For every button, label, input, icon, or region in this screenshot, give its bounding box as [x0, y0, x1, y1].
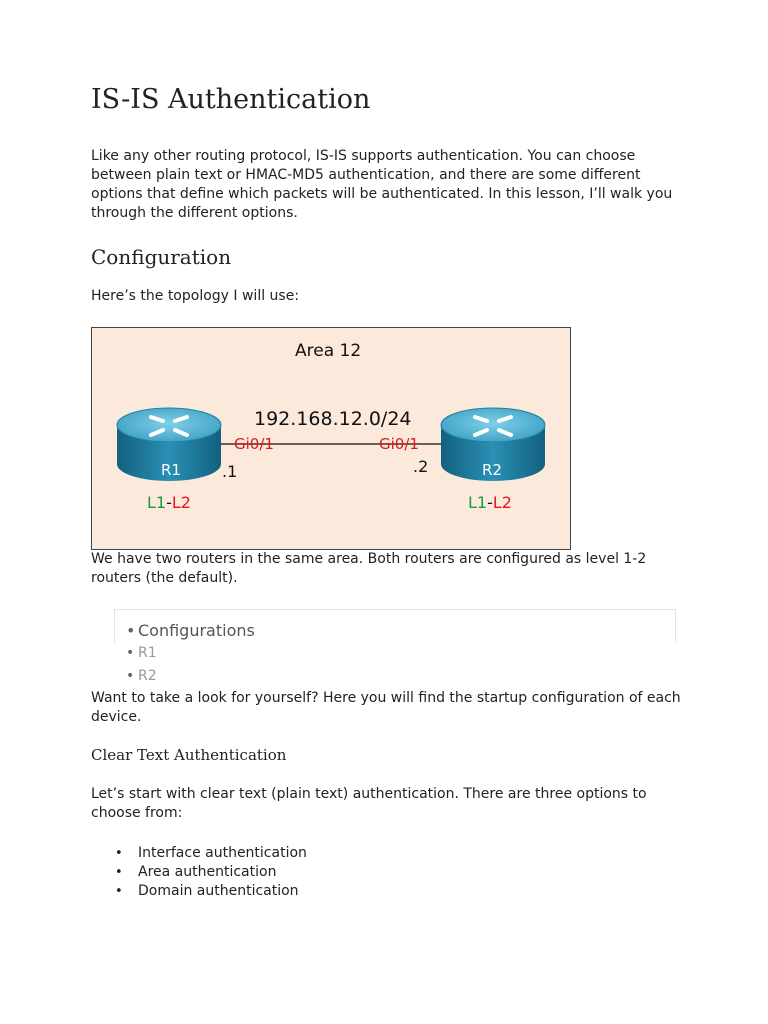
r2-interface: Gi0/1	[379, 435, 419, 453]
area-label: Area 12	[295, 341, 362, 361]
r1-host: .1	[222, 462, 238, 481]
r1-levels: L1-L2	[147, 493, 191, 512]
list-item: • Area authentication	[115, 863, 307, 882]
configurations-tab[interactable]: • Configurations	[126, 620, 255, 642]
configurations-list	[126, 620, 255, 688]
after-topology-paragraph: We have two routers in the same area. Both routers are configured as level 1-2 routers (the default).	[91, 551, 647, 586]
network-label: 192.168.12.0/24	[254, 408, 412, 430]
list-item: • Interface authentication	[115, 844, 307, 863]
r2-levels: L1-L2	[468, 493, 512, 512]
config-r1-link[interactable]: • R1	[126, 642, 255, 665]
configs-paragraph: Want to take a look for yourself? Here you will find the startup configuration of each device.	[91, 690, 681, 725]
options-list	[115, 844, 307, 901]
r2-name: R2	[482, 461, 502, 479]
topology-intro: Here’s the topology I will use:	[91, 288, 300, 304]
r2-host: .2	[413, 457, 429, 476]
configuration-heading: Configuration	[91, 245, 232, 269]
list-item: • Domain authentication	[115, 882, 307, 901]
clear-text-intro: Let’s start with clear text (plain text) authentication. There are three options to choose from:	[91, 786, 647, 821]
topology-diagram	[91, 327, 571, 550]
intro-paragraph: Like any other routing protocol, IS-IS supports authentication. You can choose between plain text or HMAC-MD5 authentication, and there are some different options that define which packets will be authenticated. In this lesson, I’ll walk you through the different options.	[91, 148, 673, 221]
r1-interface: Gi0/1	[234, 435, 274, 453]
page-title: IS-IS Authentication	[91, 84, 371, 115]
r1-name: R1	[161, 461, 181, 479]
config-r2-link[interactable]: • R2	[126, 665, 255, 688]
clear-text-heading: Clear Text Authentication	[91, 746, 287, 764]
